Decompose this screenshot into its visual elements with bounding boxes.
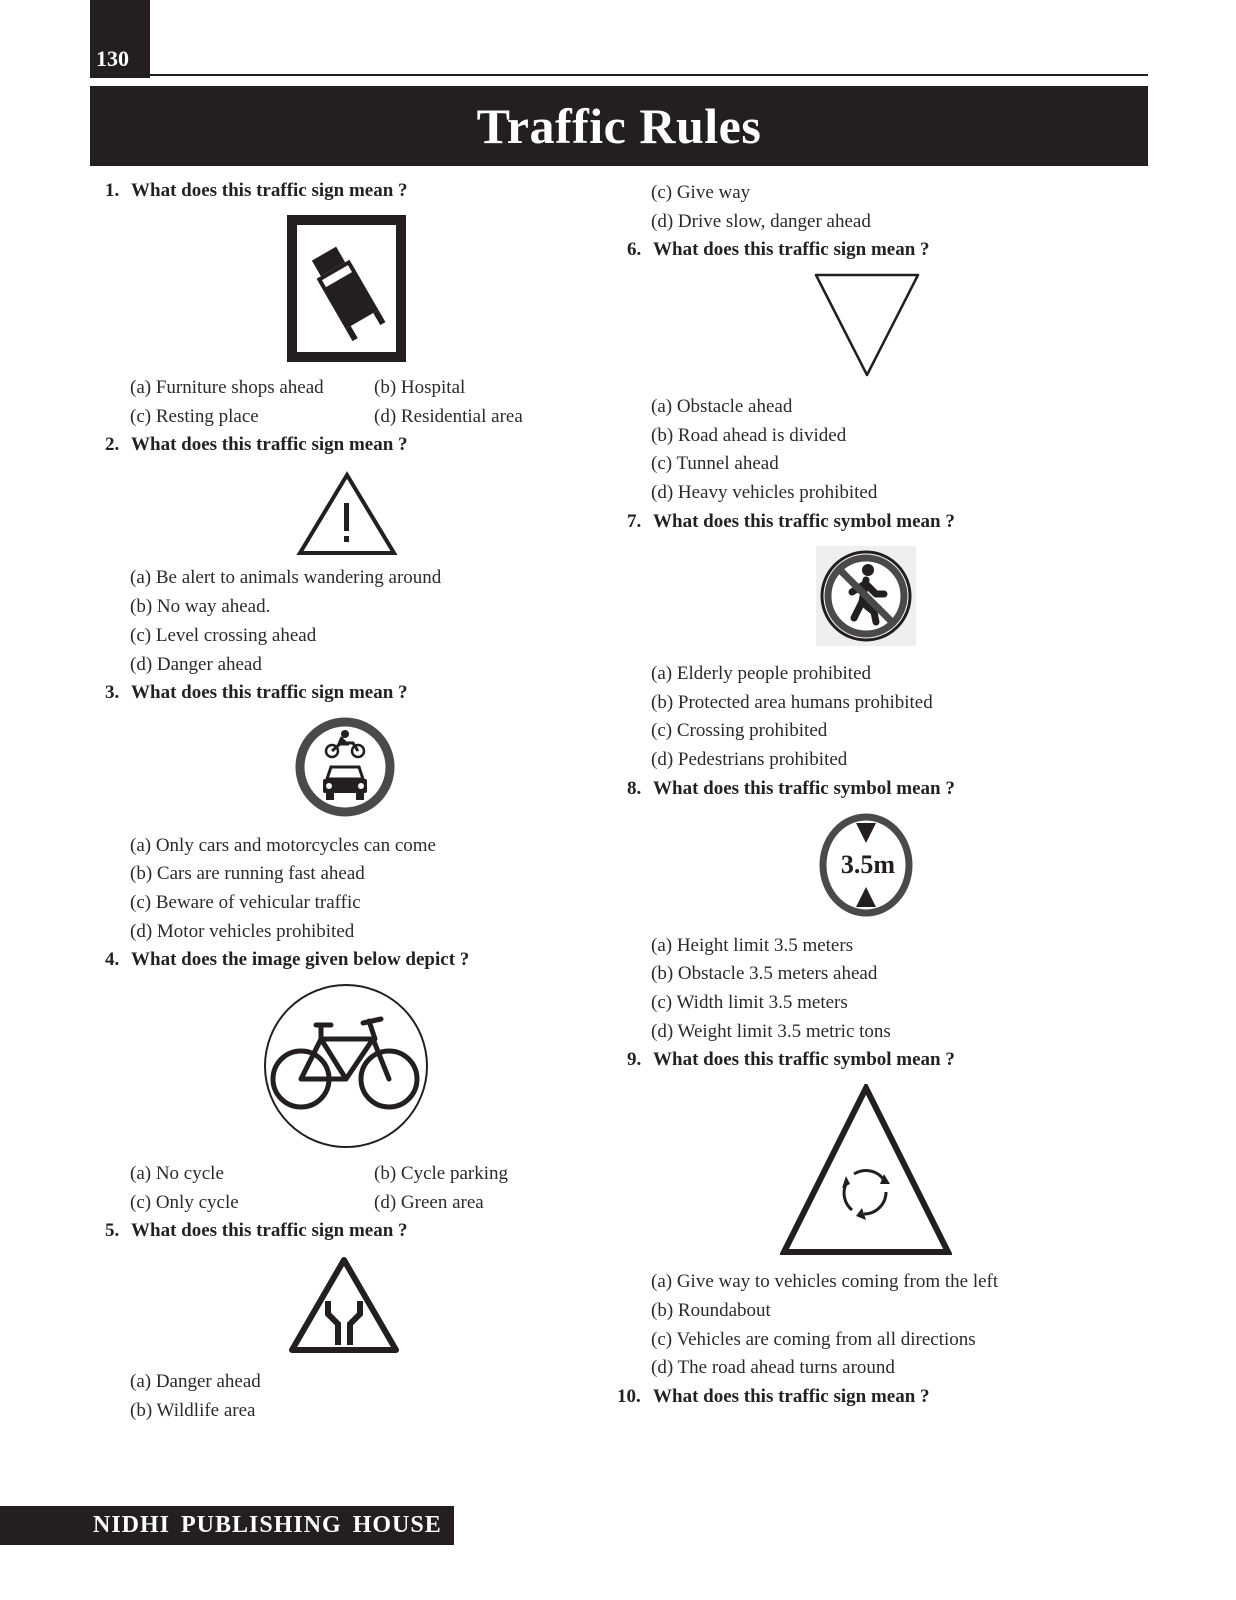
no-pedestrians-sign-icon <box>816 546 916 646</box>
option[interactable]: (d) The road ahead turns around <box>651 1357 895 1378</box>
question-number: 2. <box>105 434 120 455</box>
option[interactable]: (c) Level crossing ahead <box>130 625 317 646</box>
page-number: 130 <box>90 0 150 78</box>
option[interactable]: (c) Tunnel ahead <box>651 453 779 474</box>
question-number: 7. <box>627 511 642 532</box>
option[interactable]: (d) Green area <box>374 1192 484 1213</box>
option[interactable]: (b) Protected area humans prohibited <box>651 692 933 713</box>
option[interactable]: (c) Resting place <box>130 406 259 427</box>
option[interactable]: (d) Motor vehicles prohibited <box>130 921 355 942</box>
question-9 <box>627 1049 955 1071</box>
question-text: What does this traffic sign mean ? <box>131 682 408 703</box>
height-limit-label: 3.5m <box>840 850 896 879</box>
option[interactable]: (a) Be alert to animals wandering around <box>130 567 442 588</box>
option[interactable]: (c) Vehicles are coming from all directions <box>651 1329 976 1350</box>
road-narrows-triangle-icon <box>288 1256 400 1354</box>
roundabout-triangle-icon <box>780 1084 952 1256</box>
question-4 <box>105 949 469 971</box>
option[interactable]: (a) Give way to vehicles coming from the left <box>651 1271 999 1292</box>
option[interactable]: (b) Cycle parking <box>374 1163 509 1184</box>
question-number: 5. <box>105 1220 120 1241</box>
question-number: 6. <box>627 239 642 260</box>
question-2 <box>105 434 408 456</box>
option[interactable]: (a) Danger ahead <box>130 1371 261 1392</box>
exclamation-warning-triangle-icon <box>296 471 398 557</box>
option[interactable]: (a) Elderly people prohibited <box>651 663 872 684</box>
option[interactable]: (d) Residential area <box>374 406 523 427</box>
option[interactable]: (b) Wildlife area <box>130 1400 256 1421</box>
option[interactable]: (a) Only cars and motorcycles can come <box>130 835 436 856</box>
no-motor-vehicles-sign-icon <box>295 717 395 817</box>
option[interactable]: (a) Obstacle ahead <box>651 396 793 417</box>
question-text: What does this traffic sign mean ? <box>131 1220 408 1241</box>
option[interactable]: (c) Only cycle <box>130 1192 239 1213</box>
option[interactable]: (b) Road ahead is divided <box>651 425 847 446</box>
question-5 <box>105 1220 408 1242</box>
question-7 <box>627 511 955 533</box>
question-text: What does this traffic symbol mean ? <box>653 511 955 532</box>
inverted-triangle-give-way-icon <box>814 273 920 379</box>
question-8 <box>627 778 955 800</box>
header-rule <box>150 74 1148 76</box>
height-limit-sign-icon <box>818 813 914 917</box>
option[interactable]: (a) No cycle <box>130 1163 224 1184</box>
question-1 <box>105 180 408 202</box>
option[interactable]: (a) Height limit 3.5 meters <box>651 935 854 956</box>
option[interactable]: (c) Width limit 3.5 meters <box>651 992 848 1013</box>
question-number: 8. <box>627 778 642 799</box>
question-6 <box>627 239 930 261</box>
option[interactable]: (b) Roundabout <box>651 1300 771 1321</box>
option[interactable]: (a) Furniture shops ahead <box>130 377 324 398</box>
question-number: 10. <box>617 1386 641 1407</box>
option[interactable]: (b) Hospital <box>374 377 466 398</box>
question-text: What does this traffic symbol mean ? <box>653 1049 955 1070</box>
option[interactable]: (d) Pedestrians prohibited <box>651 749 848 770</box>
option[interactable]: (c) Beware of vehicular traffic <box>130 892 361 913</box>
question-text: What does this traffic symbol mean ? <box>653 778 955 799</box>
question-number: 1. <box>105 180 120 201</box>
option[interactable]: (d) Heavy vehicles prohibited <box>651 482 878 503</box>
option[interactable]: (b) Cars are running fast ahead <box>130 863 365 884</box>
option[interactable]: (b) Obstacle 3.5 meters ahead <box>651 963 878 984</box>
question-number: 9. <box>627 1049 642 1070</box>
publisher-footer: NIDHI PUBLISHING HOUSE <box>0 1506 454 1545</box>
question-text: What does this traffic sign mean ? <box>653 239 930 260</box>
question-text: What does the image given below depict ? <box>131 949 470 970</box>
option[interactable]: (c) Crossing prohibited <box>651 720 828 741</box>
question-3 <box>105 682 408 704</box>
question-10 <box>617 1386 930 1408</box>
question-number: 3. <box>105 682 120 703</box>
question-text: What does this traffic sign mean ? <box>653 1386 930 1407</box>
option[interactable]: (d) Drive slow, danger ahead <box>651 211 871 232</box>
bed-sign-icon <box>287 215 406 362</box>
option[interactable]: (d) Danger ahead <box>130 654 262 675</box>
option[interactable]: (c) Give way <box>651 182 751 203</box>
page-title: Traffic Rules <box>90 86 1148 166</box>
question-text: What does this traffic sign mean ? <box>131 180 408 201</box>
option[interactable]: (d) Weight limit 3.5 metric tons <box>651 1021 891 1042</box>
question-number: 4. <box>105 949 120 970</box>
option[interactable]: (b) No way ahead. <box>130 596 271 617</box>
question-text: What does this traffic sign mean ? <box>131 434 408 455</box>
bicycle-sign-icon <box>263 983 429 1149</box>
